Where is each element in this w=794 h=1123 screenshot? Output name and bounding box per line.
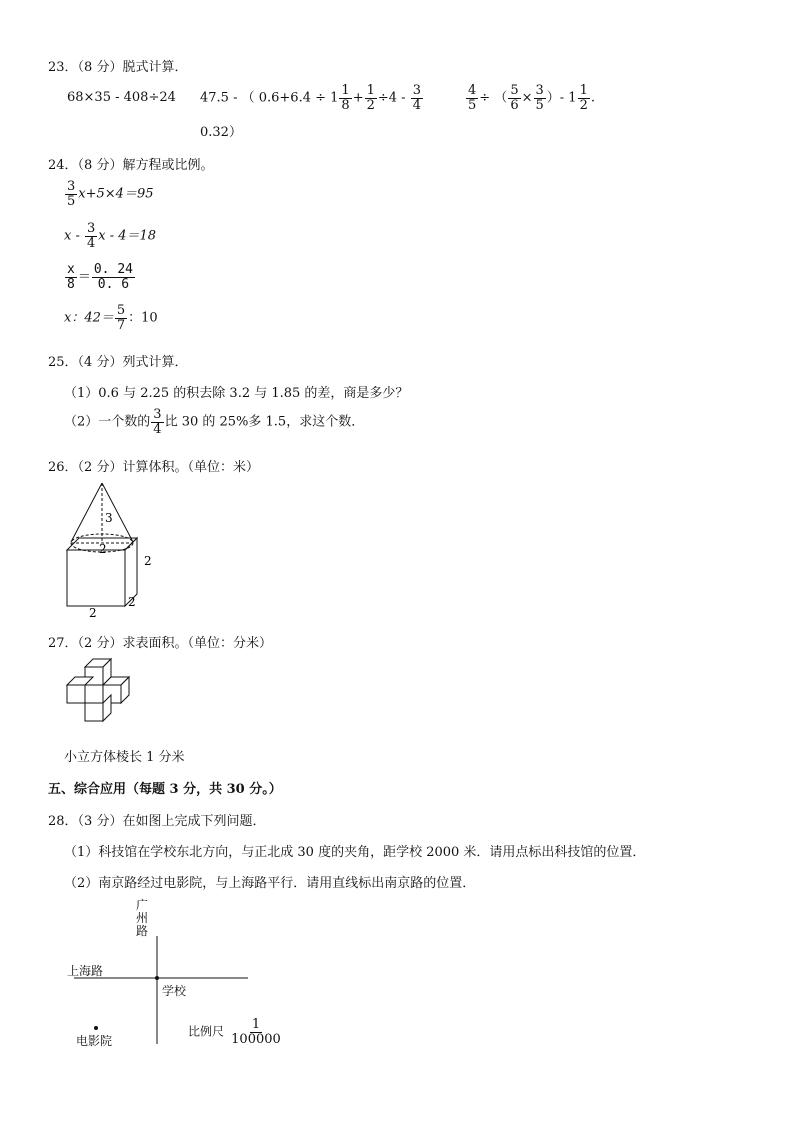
cube-center-front bbox=[85, 685, 103, 703]
q23-expression-3: $\frac{4}{5}$ ÷ （ $\frac{5}{6}$ × $\frac{3}{5}$ ）- 1 $\frac{1}{2}$ . bbox=[468, 83, 595, 113]
q24-heading: 24．（8 分）解方程或比例。 bbox=[48, 158, 214, 173]
cone-height-label: 3 bbox=[105, 511, 113, 525]
cone-left-edge bbox=[71, 483, 102, 542]
cube-width-label: 2 bbox=[89, 606, 97, 618]
cube-left-front bbox=[67, 685, 85, 703]
q25-item-2: （2）一个数的 $\frac{3}{4}$ 比 30 的 25%多 1.5，求这个数． bbox=[64, 407, 365, 437]
fraction: $\frac{3}{4}$ bbox=[412, 83, 421, 113]
fraction: $\frac{x}{8}$ bbox=[67, 262, 75, 292]
q24-equation-2: x - $\frac{3}{4}$ x - 4＝18 bbox=[64, 221, 157, 251]
fraction: $\frac{1}{2}$ bbox=[366, 83, 375, 113]
q24-equation-4: x：42＝ $\frac{5}{7}$ ：10 bbox=[64, 303, 158, 333]
q23-expression-2: 47.5 - （ 0.6+6.4 ÷ 1 $\frac{1}{8}$ + $\frac{1}{2}$ ÷4 - $\frac{3}{4}$ bbox=[200, 83, 421, 113]
fraction: $\frac{3}{5}$ bbox=[67, 179, 76, 209]
fraction: $\frac{5}{7}$ bbox=[116, 303, 126, 333]
fraction: $\frac{0. 24}{0. 6}$ bbox=[93, 262, 133, 292]
q23-heading: 23．（8 分）脱式计算． bbox=[48, 60, 188, 75]
q23-expression-1: 68×35 - 408÷24 bbox=[67, 90, 176, 105]
q24-equation-1: $\frac{3}{5}$ x+5×4＝95 bbox=[67, 179, 154, 209]
cinema-point bbox=[94, 1026, 98, 1030]
q28-item-2: （2）南京路经过电影院，与上海路平行．请用直线标出南京路的位置． bbox=[64, 876, 476, 891]
school-point bbox=[155, 976, 159, 980]
cone-on-cube-figure bbox=[55, 478, 165, 618]
q27-heading: 27．（2 分）求表面积。（单位：分米） bbox=[48, 636, 272, 651]
q28-item-1: （1）科技馆在学校东北方向，与正北成 30 度的夹角，距学校 2000 米．请用点标出科技馆的位置． bbox=[64, 845, 646, 860]
fraction: $\frac{1}{2}$ bbox=[579, 83, 588, 113]
expr2-start: 47.5 - （ 0.6+6.4 ÷ 1 bbox=[200, 90, 339, 106]
cube-depth-label: 2 bbox=[128, 595, 136, 609]
fraction: $\frac{3}{4}$ bbox=[153, 407, 162, 437]
scale-indicator bbox=[188, 1018, 284, 1046]
fraction: $\frac{4}{5}$ bbox=[468, 83, 477, 113]
scale-label: 比例尺 bbox=[188, 1024, 225, 1039]
q24-equation-3: $\frac{x}{8}$ ＝ $\frac{0. 24}{0. 6}$ bbox=[67, 262, 133, 292]
q26-heading: 26．（2 分）计算体积。（单位：米） bbox=[48, 460, 259, 475]
fraction: $\frac{3}{4}$ bbox=[87, 221, 96, 251]
cone-diameter-label: 2 bbox=[99, 542, 107, 556]
shanghai-road-label: 上海路 bbox=[67, 964, 104, 978]
cube-bottom-front bbox=[85, 703, 103, 721]
cube-cross-figure bbox=[60, 655, 150, 735]
q27-caption: 小立方体棱长 1 分米 bbox=[64, 750, 185, 765]
cinema-label: 电影院 bbox=[76, 1034, 113, 1048]
fraction: $\frac{5}{6}$ bbox=[510, 83, 519, 113]
q25-item-1: （1）0.6 与 2.25 的积去除 3.2 与 1.85 的差，商是多少？ bbox=[64, 386, 409, 401]
q25-heading: 25．（4 分）列式计算． bbox=[48, 355, 188, 370]
fraction: $\frac{1}{8}$ bbox=[341, 83, 350, 113]
cube-front-face bbox=[67, 550, 125, 606]
q28-heading: 28．（3 分）在如图上完成下列问题． bbox=[48, 814, 266, 829]
cube-height-label: 2 bbox=[144, 554, 152, 568]
guangzhou-road-label: 广州路 bbox=[136, 898, 149, 938]
scale-fraction: $\frac{1}{100000}$ bbox=[231, 1017, 281, 1047]
q23-expression-2-continued: 0.32） bbox=[200, 125, 242, 140]
fraction: $\frac{3}{5}$ bbox=[535, 83, 544, 113]
school-label: 学校 bbox=[162, 984, 187, 998]
section-5-heading: 五、综合应用（每题 3 分，共 30 分。） bbox=[48, 782, 282, 797]
